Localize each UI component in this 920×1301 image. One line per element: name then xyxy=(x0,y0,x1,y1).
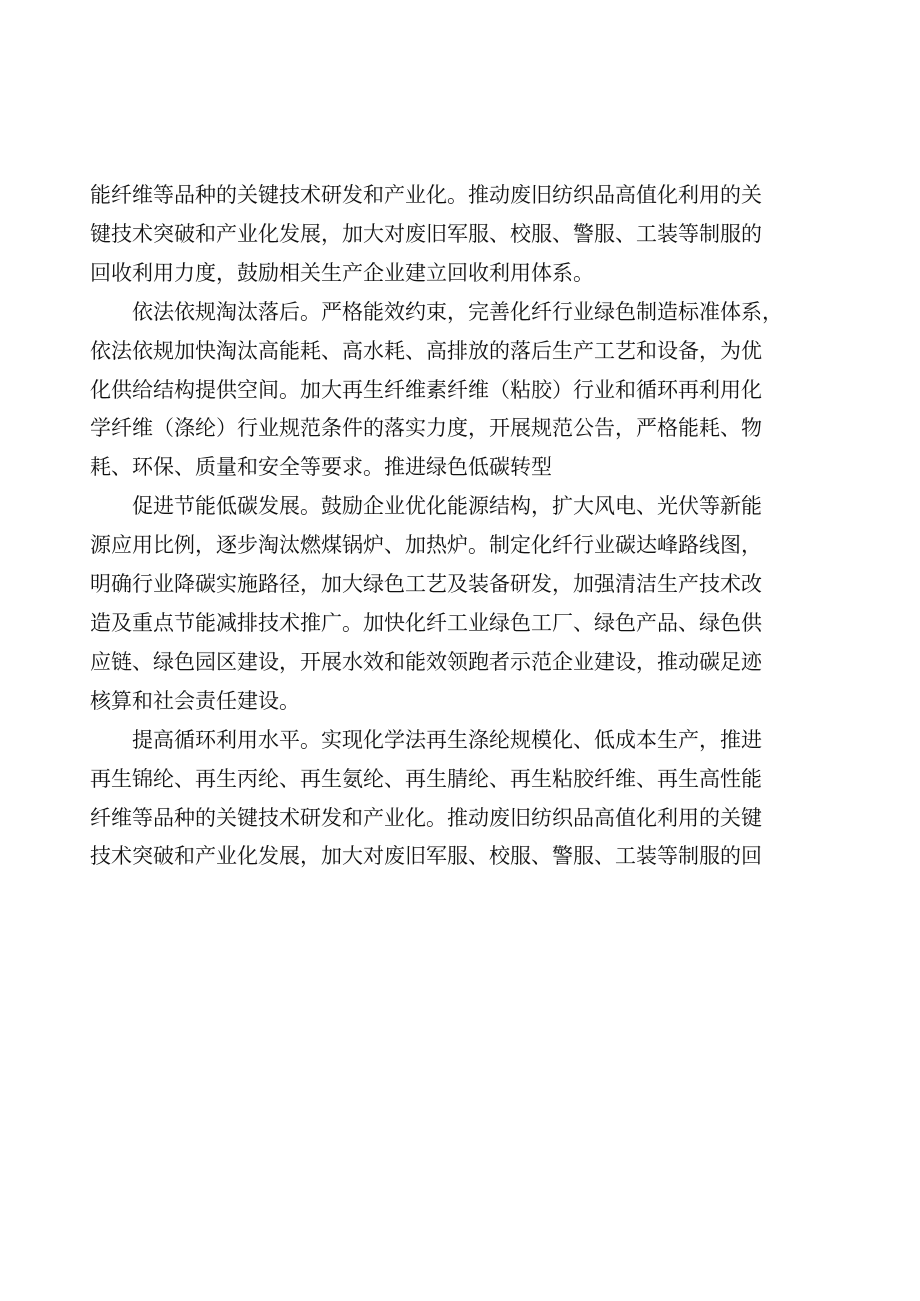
text-line: 促进节能低碳发展。鼓励企业优化能源结构，扩大风电、光伏等新能 xyxy=(132,494,762,519)
text-line: 造及重点节能减排技术推广。加快化纤工业绿色工厂、绿色产品、绿色供 xyxy=(90,610,762,635)
paragraph-circular-utilization xyxy=(90,721,850,877)
text-line: 能纤维等品种的关键技术研发和产业化。推动废旧纺织品高值化利用的关 xyxy=(90,183,762,207)
paragraph-energy-saving-low-carbon xyxy=(90,487,850,720)
body-text xyxy=(90,176,850,876)
text-line: 提高循环利用水平。实现化学法再生涤纶规模化、低成本生产，推进 xyxy=(132,727,762,752)
text-line: 化供给结构提供空间。加大再生纤维素纤维（粘胶）行业和循环再利用化 xyxy=(90,377,762,402)
text-line: 核算和社会责任建设。 xyxy=(90,688,300,713)
text-line: 源应用比例，逐步淘汰燃煤锅炉、加热炉。制定化纤行业碳达峰路线图， xyxy=(90,533,762,558)
text-line: 依法依规加快淘汰高能耗、高水耗、高排放的落后生产工艺和设备，为优 xyxy=(90,338,762,363)
text-line: 纤维等品种的关键技术研发和产业化。推动废旧纺织品高值化利用的关键 xyxy=(90,805,762,830)
text-line: 明确行业降碳实施路径，加大绿色工艺及装备研发，加强清洁生产技术改 xyxy=(90,572,762,597)
text-line: 键技术突破和产业化发展，加大对废旧军服、校服、警服、工装等制服的 xyxy=(90,221,762,246)
text-line: 回收利用力度，鼓励相关生产企业建立回收利用体系。 xyxy=(90,260,594,285)
text-line: 耗、环保、质量和安全等要求。推进绿色低碳转型 xyxy=(90,455,552,480)
paragraph-eliminate-backward-capacity xyxy=(90,293,850,488)
text-line: 技术突破和产业化发展，加大对废旧军服、校服、警服、工装等制服的回 xyxy=(90,844,762,869)
text-line: 再生锦纶、再生丙纶、再生氨纶、再生腈纶、再生粘胶纤维、再生高性能 xyxy=(90,766,762,791)
text-line: 应链、绿色园区建设，开展水效和能效领跑者示范企业建设，推动碳足迹 xyxy=(90,649,762,674)
text-line: 依法依规淘汰落后。严格能效约束，完善化纤行业绿色制造标准体系， xyxy=(132,299,783,324)
text-line: 学纤维（涤纶）行业规范条件的落实力度，开展规范公告，严格能耗、物 xyxy=(90,416,762,441)
paragraph-recycling-continued xyxy=(90,176,850,293)
